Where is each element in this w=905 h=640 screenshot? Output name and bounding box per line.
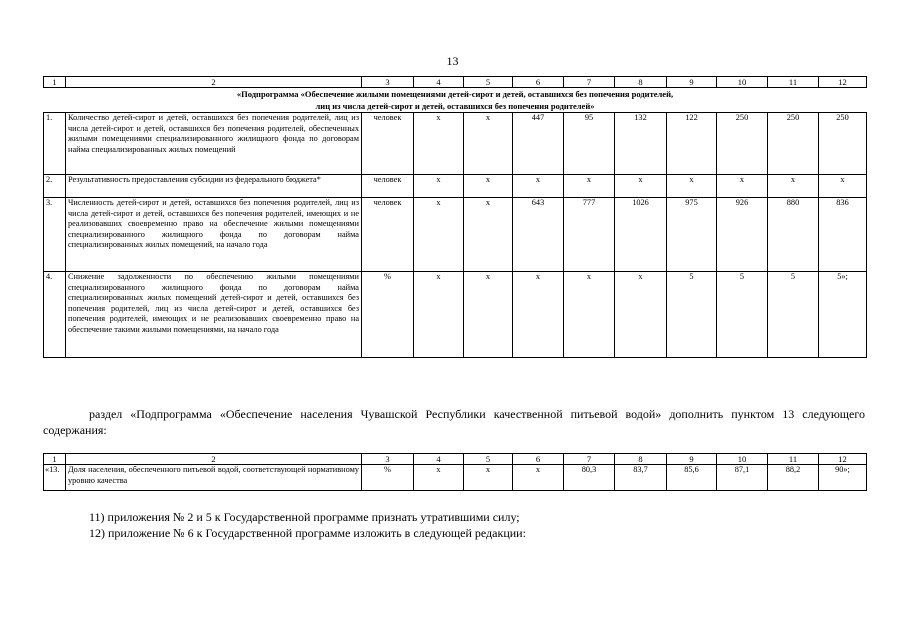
value-cell: x — [464, 175, 513, 198]
value-cell: x — [414, 465, 464, 491]
header-cell: 3 — [362, 454, 414, 465]
header-cell: 1 — [44, 77, 66, 88]
table-row — [44, 465, 867, 491]
header-cell: 11 — [768, 77, 819, 88]
value-cell: x — [819, 175, 867, 198]
value-cell: 5»; — [819, 272, 867, 358]
value-cell: 90»; — [819, 465, 867, 491]
value-cell: x — [564, 175, 615, 198]
row-number: 1. — [44, 113, 66, 175]
header-cell: 11 — [768, 454, 819, 465]
value-cell: x — [414, 113, 464, 175]
indicator-name: Доля населения, обеспеченного питьевой водой, соответствующей нормативному уровню качества — [66, 465, 362, 491]
value-cell: x — [464, 113, 513, 175]
value-cell: 88,2 — [768, 465, 819, 491]
value-cell: 5 — [667, 272, 717, 358]
header-cell: 12 — [819, 77, 867, 88]
header-cell: 10 — [717, 454, 768, 465]
water-indicator-table — [43, 453, 867, 491]
value-cell: x — [464, 272, 513, 358]
value-cell: 122 — [667, 113, 717, 175]
value-cell: 5 — [717, 272, 768, 358]
unit: человек — [362, 113, 414, 175]
value-cell: 132 — [615, 113, 667, 175]
value-cell: x — [615, 175, 667, 198]
value-cell: x — [615, 272, 667, 358]
row-number: «13. — [44, 465, 66, 491]
amendment-paragraph: раздел «Подпрограмма «Обеспечение населения Чувашской Республики качественной питьевой водой» дополнить пунктом 13 следующего содержания: — [43, 407, 865, 437]
value-cell: 250 — [717, 113, 768, 175]
header-cell: 2 — [66, 454, 362, 465]
header-cell: 8 — [615, 77, 667, 88]
value-cell: 447 — [513, 113, 564, 175]
indicator-name: Снижение задолженности по обеспечению жилыми помещениями специализированного жилищного фонда по договорам найма специализированных жилых помещений детей-сирот и детей, оставшихся без попечения родителей, лиц из числа детей-сирот и детей, оставшихся без попечения родителей, имеющих и не реализовавших своевременно право на обеспечение такими жилыми помещениями, на начало года — [66, 272, 362, 358]
header-cell: 5 — [464, 454, 513, 465]
unit: человек — [362, 198, 414, 272]
item-12-paragraph: 12) приложение № 6 к Государственной программе изложить в следующей редакции: — [89, 526, 526, 540]
table-row — [44, 272, 867, 358]
value-cell: x — [414, 272, 464, 358]
value-cell: 975 — [667, 198, 717, 272]
value-cell: 250 — [768, 113, 819, 175]
subprogram-title-line2: лиц из числа детей-сирот и детей, оставшихся без попечения родителей» — [315, 101, 595, 111]
value-cell: 83,7 — [615, 465, 667, 491]
table-row — [44, 113, 867, 175]
value-cell: 87,1 — [717, 465, 768, 491]
header-cell: 4 — [414, 454, 464, 465]
unit: % — [362, 272, 414, 358]
header-cell: 12 — [819, 454, 867, 465]
value-cell: 1026 — [615, 198, 667, 272]
page-number: 13 — [446, 54, 459, 68]
indicator-name: Результативность предоставления субсидии из федерального бюджета* — [66, 175, 362, 198]
header-row — [44, 454, 867, 465]
value-cell: 85,6 — [667, 465, 717, 491]
value-cell: 643 — [513, 198, 564, 272]
header-cell: 5 — [464, 77, 513, 88]
value-cell: 250 — [819, 113, 867, 175]
header-row — [44, 77, 867, 88]
subprogram-title — [44, 88, 867, 113]
header-cell: 1 — [44, 454, 66, 465]
unit: % — [362, 465, 414, 491]
subprogram-title-row — [44, 88, 867, 113]
value-cell: x — [513, 272, 564, 358]
row-number: 4. — [44, 272, 66, 358]
value-cell: 926 — [717, 198, 768, 272]
header-cell: 9 — [667, 454, 717, 465]
value-cell: x — [414, 175, 464, 198]
value-cell: x — [513, 175, 564, 198]
row-number: 3. — [44, 198, 66, 272]
header-cell: 10 — [717, 77, 768, 88]
header-cell: 4 — [414, 77, 464, 88]
header-cell: 9 — [667, 77, 717, 88]
value-cell: x — [667, 175, 717, 198]
indicator-name: Численность детей-сирот и детей, оставшихся без попечения родителей, лиц из числа детей-сирот и детей, оставшихся без попечения родителей, имеющих и не реализовавших своевременно право на обеспечение жилыми помещениями специализированного жилищного фонда по договорам найма специализированных жилых помещений, на начало года — [66, 198, 362, 272]
header-cell: 7 — [564, 77, 615, 88]
value-cell: x — [464, 465, 513, 491]
header-cell: 6 — [513, 454, 564, 465]
header-cell: 8 — [615, 454, 667, 465]
value-cell: x — [717, 175, 768, 198]
value-cell: x — [414, 198, 464, 272]
value-cell: x — [768, 175, 819, 198]
value-cell: 880 — [768, 198, 819, 272]
unit: человек — [362, 175, 414, 198]
value-cell: 777 — [564, 198, 615, 272]
header-cell: 2 — [66, 77, 362, 88]
header-cell: 7 — [564, 454, 615, 465]
item-11-paragraph: 11) приложения № 2 и 5 к Государственной программе признать утратившими силу; — [89, 510, 520, 524]
value-cell: 80,3 — [564, 465, 615, 491]
subprogram-title-line1: «Подпрограмма «Обеспечение жилыми помещениями детей-сирот и детей, оставшихся без попечения родителей, — [236, 89, 674, 99]
value-cell: 836 — [819, 198, 867, 272]
table-row — [44, 198, 867, 272]
row-number: 2. — [44, 175, 66, 198]
header-cell: 3 — [362, 77, 414, 88]
indicator-name: Количество детей-сирот и детей, оставшихся без попечения родителей, лиц из числа детей-сирот и детей, оставшихся без попечения родителей, обеспеченных жилыми помещениями специализированного жилищного фонда по договорам найма специализированных жилых помещений — [66, 113, 362, 175]
value-cell: 95 — [564, 113, 615, 175]
indicators-table — [43, 76, 867, 358]
value-cell: 5 — [768, 272, 819, 358]
value-cell: x — [464, 198, 513, 272]
header-cell: 6 — [513, 77, 564, 88]
value-cell: x — [564, 272, 615, 358]
value-cell: x — [513, 465, 564, 491]
table-row — [44, 175, 867, 198]
